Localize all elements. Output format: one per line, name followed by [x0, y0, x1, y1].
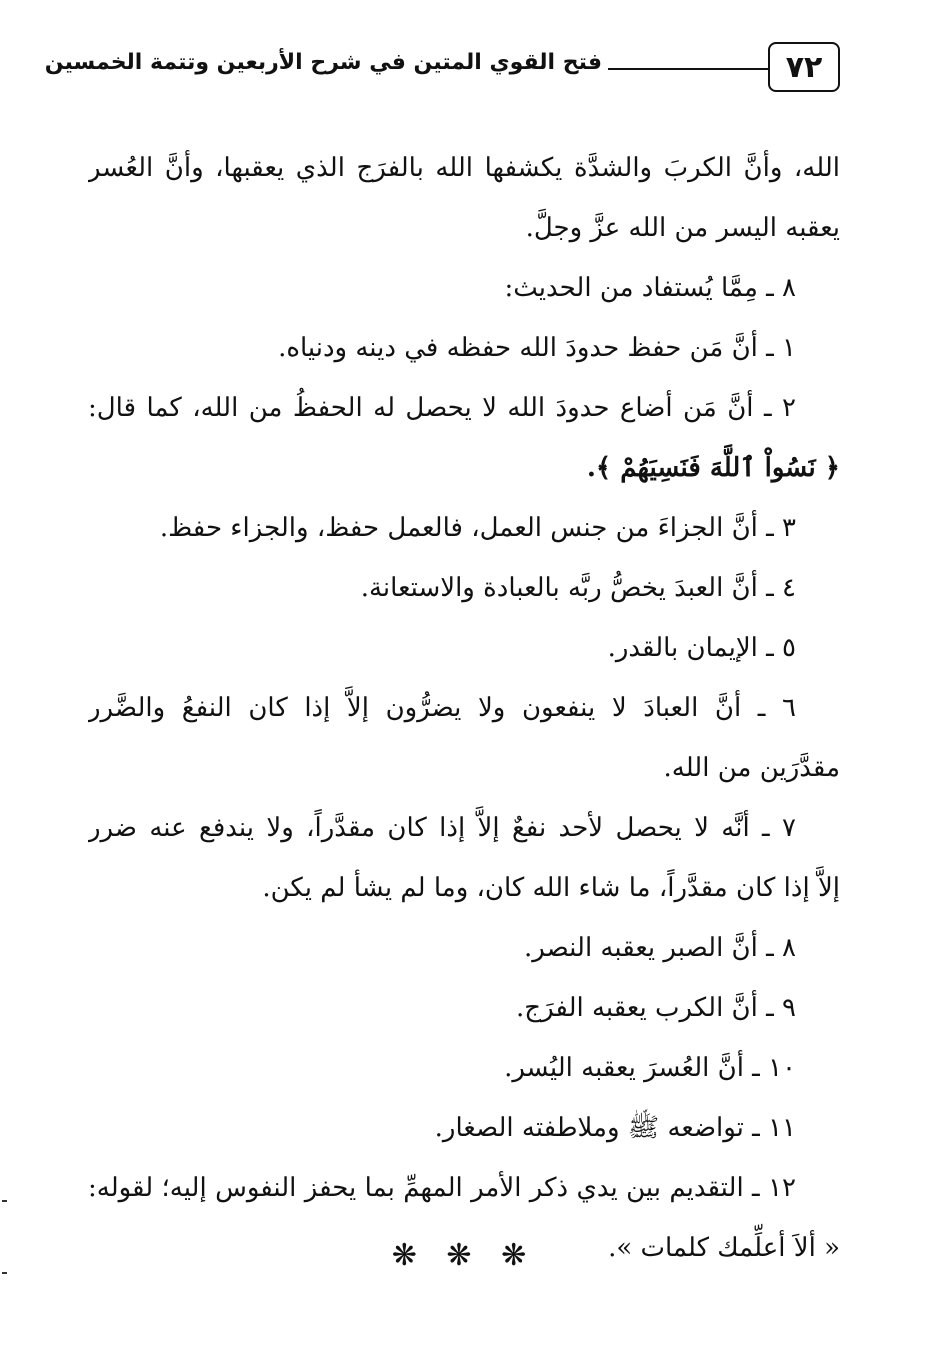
quran-verse: ﴿ نَسُواْ ٱللَّهَ فَنَسِيَهُمْ ﴾. — [586, 453, 840, 483]
list-item: ٩ ـ أنَّ الكرب يعقبه الفرَج. — [516, 993, 796, 1023]
text-line: « ألاَ أعلِّمك كلمات ». — [608, 1233, 840, 1263]
page-number: ٧٢ — [768, 42, 840, 92]
list-item: ١ ـ أنَّ مَن حفظ حدودَ الله حفظه في دينه ودنياه. — [278, 333, 796, 363]
list-item: ٧ ـ أنَّه لا يحصل لأحد نفعٌ إلاَّ إذا كان مقدَّراً، ولا يندفع عنه ضرر — [88, 813, 796, 843]
list-item: ١١ ـ تواضعه ﷺ وملاطفته الصغار. — [434, 1113, 796, 1143]
section-heading: ٨ ـ مِمَّا يُستفاد من الحديث: — [504, 273, 796, 303]
list-item: ٨ ـ أنَّ الصبر يعقبه النصر. — [524, 933, 796, 963]
margin-mark — [2, 1200, 7, 1202]
running-header — [44, 42, 840, 94]
list-item: ٥ ـ الإيمان بالقدر. — [607, 633, 796, 663]
list-item: ٢ ـ أنَّ مَن أضاع حدودَ الله لا يحصل له الحفظُ من الله، كما قال: — [88, 393, 796, 423]
text-line: مقدَّرَين من الله. — [663, 753, 840, 783]
list-item: ٣ ـ أنَّ الجزاءَ من جنس العمل، فالعمل حفظ، والجزاء حفظ. — [159, 513, 796, 543]
list-item: ١٠ ـ أنَّ العُسرَ يعقبه اليُسر. — [504, 1053, 796, 1083]
book-title: فتح القوي المتين في شرح الأربعين وتتمة الخمسين — [44, 50, 602, 75]
list-item: ٤ ـ أنَّ العبدَ يخصُّ ربَّه بالعبادة والاستعانة. — [360, 573, 796, 603]
list-item: ١٢ ـ التقديم بين يدي ذكر الأمر المهمِّ بما يحفز النفوس إليه؛ لقوله: — [88, 1173, 796, 1203]
list-item: ٦ ـ أنَّ العبادَ لا ينفعون ولا يضرُّون إلاَّ إذا كان النفعُ والضَّرر — [88, 693, 796, 723]
page-body — [88, 138, 840, 1278]
header-rule — [608, 68, 768, 70]
text-line: يعقبه اليسر من الله عزَّ وجلَّ. — [525, 213, 840, 243]
margin-mark — [2, 1272, 7, 1274]
text-line: إلاَّ إذا كان مقدَّراً، ما شاء الله كان، وما لم يشأ لم يكن. — [262, 873, 840, 903]
section-separator: ❋ ❋ ❋ — [391, 1238, 537, 1273]
text-line: الله، وأنَّ الكربَ والشدَّة يكشفها الله بالفرَج الذي يعقبها، وأنَّ العُسر — [88, 153, 840, 183]
